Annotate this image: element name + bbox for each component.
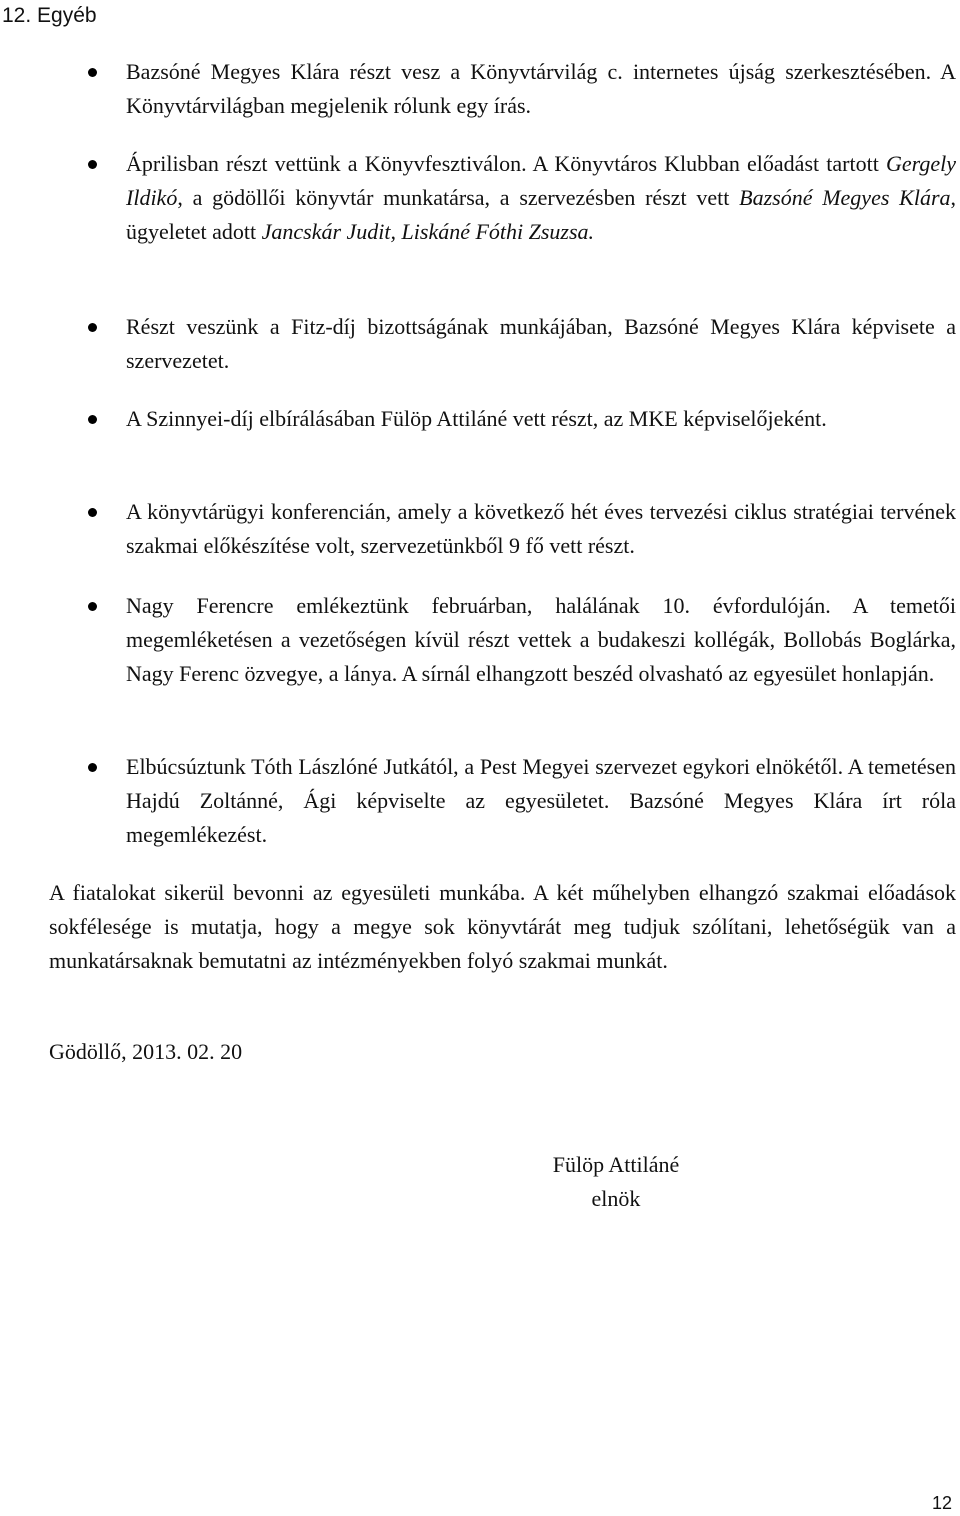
list-item-text: A Szinnyei-díj elbírálásában Fülöp Attiláné vett részt, az MKE képviselőjeként.: [126, 406, 827, 431]
bullet-icon: [88, 508, 97, 517]
duty-names: Jancskár Judit, Liskáné Fóthi Zsuzsa.: [261, 219, 595, 244]
list-item: [126, 589, 956, 691]
list-item-text: A könyvtárügyi konferencián, amely a következő hét éves tervezési ciklus stratégiai tervének szakmai előkészítése volt, szervezetünkből 9 fő vett részt.: [126, 499, 956, 558]
bullet-icon: [88, 323, 97, 332]
list-item-text: , a gödöllői könyvtár munkatársa, a szervezésben részt vett: [177, 185, 740, 210]
list-item: [126, 147, 956, 249]
signature-name: Fülöp Attiláné: [552, 1152, 680, 1177]
list-item: [126, 310, 956, 378]
closing-paragraph: A fiatalokat sikerül bevonni az egyesületi munkába. A két műhelyben elhangzó szakmai előadások sokfélesége is mutatja, hogy a megye sok könyvtárát meg tudjuk szólítani, lehetőségük van a munkatársaknak bemutatni az intézményekben folyó szakmai munkát.: [49, 880, 956, 973]
presenter-name: Gergely Ildikó: [126, 151, 956, 210]
place-date: Gödöllő, 2013. 02. 20: [49, 1039, 243, 1064]
list-item-text: Elbúcsúztunk Tóth Lászlóné Jutkától, a Pest Megyei szervezet egykori elnökétől. A temetésen Hajdú Zoltánné, Ági képviselte az egyesületet. Bazsóné Megyes Klára írt róla megemlékezést.: [126, 754, 956, 847]
list-item: [126, 750, 956, 852]
list-item-text: Részt veszünk a Fitz-díj bizottságának munkájában, Bazsóné Megyes Klára képvisete a szervezetet.: [126, 314, 956, 373]
section-heading: 12. Egyéb: [2, 4, 97, 27]
bullet-icon: [88, 415, 97, 424]
list-item-text: Áprilisban részt vettünk a Könyvfesztiválon. A Könyvtáros Klubban előadást tartott: [126, 151, 886, 176]
list-item: [126, 55, 956, 123]
page-number: 12: [931, 1493, 952, 1513]
bullet-icon: [88, 602, 97, 611]
bullet-icon: [88, 763, 97, 772]
organizer-name: Bazsóné Megyes Klára: [739, 185, 951, 210]
list-item: [126, 495, 956, 563]
list-item-text: Nagy Ferencre emlékeztünk februárban, halálának 10. évfordulóján. A temetői megemléketésen a vezetőségen kívül részt vettek a budakeszi kollégák, Bollobás Boglárka, Nagy Ferenc özvegye, a lánya. A sírnál elhangzott beszéd olvasható az egyesület honlapján.: [126, 593, 956, 686]
signature-role: elnök: [591, 1186, 641, 1211]
list-item-text: , ügyeletet adott: [126, 185, 957, 244]
bullet-icon: [88, 68, 97, 77]
list-item-text: Bazsóné Megyes Klára részt vesz a Könyvtárvilág c. internetes újság szerkesztésében. A Könyvtárvilágban megjelenik rólunk egy írás.: [126, 59, 956, 118]
list-item: [126, 402, 956, 436]
bullet-icon: [88, 160, 97, 169]
